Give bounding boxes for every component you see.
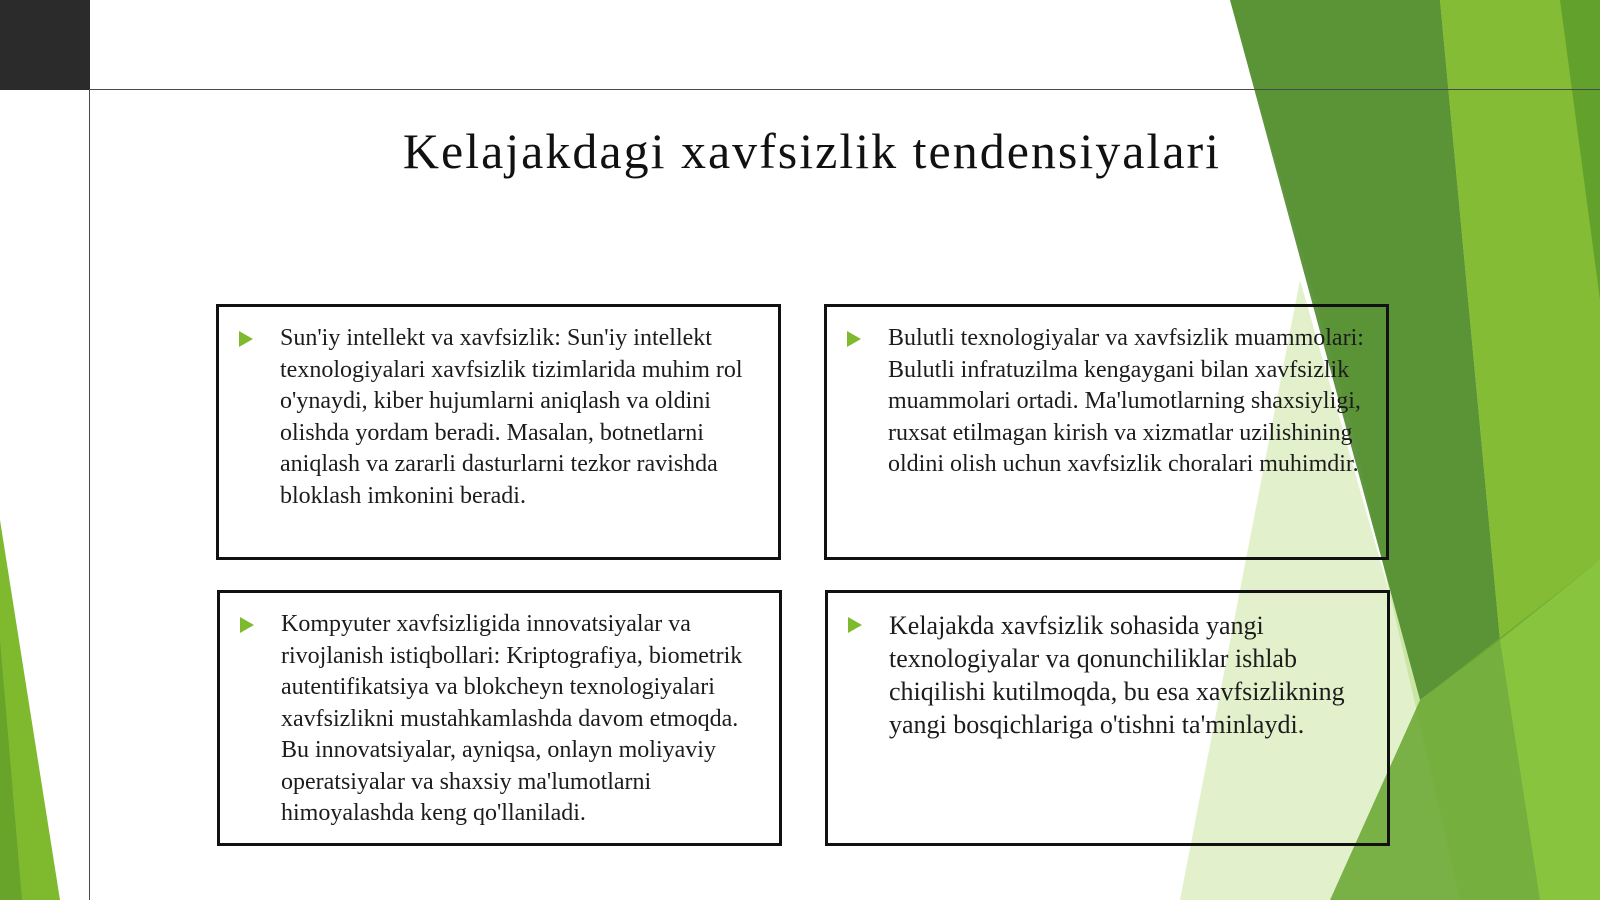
triangle-bullet-icon bbox=[239, 331, 253, 347]
triangle-bullet-icon bbox=[848, 617, 862, 633]
card-cloud-security bbox=[824, 304, 1389, 560]
header-divider bbox=[90, 89, 1600, 90]
card-text: Kelajakda xavfsizlik sohasida yangi texnologiyalar va qonunchiliklar ishlab chiqilishi kutilmoqda, bu esa xavfsizlikning yangi bosqichlariga o'tishni ta'minlaydi. bbox=[889, 611, 1345, 739]
card-ai-security bbox=[216, 304, 781, 560]
card-text: Sun'iy intellekt va xavfsizlik: Sun'iy intellekt texnologiyalari xavfsizlik tizimlarida muhim rol o'ynaydi, kiber hujumlarni aniqlash va oldini olishda yordam beradi. Masalan, botnetlarni aniqlash va zararli dasturlarni tezkor ravishda bloklash imkonini beradi. bbox=[280, 325, 743, 509]
card-innovations bbox=[217, 590, 782, 846]
corner-block bbox=[0, 0, 90, 90]
left-divider bbox=[89, 89, 90, 900]
card-text: Bulutli texnologiyalar va xavfsizlik muammolari: Bulutli infratuzilma kengaygani bilan xavfsizlik muammolari ortadi. Ma'lumotlarning shaxsiyligi, ruxsat etilmagan kirish va xizmatlar uzilishining oldini olish uchun xavfsizlik choralari muhimdir. bbox=[888, 325, 1364, 477]
card-future bbox=[825, 590, 1390, 846]
triangle-bullet-icon bbox=[240, 617, 254, 633]
triangle-bullet-icon bbox=[847, 331, 861, 347]
card-text: Kompyuter xavfsizligida innovatsiyalar va rivojlanish istiqbollari: Kriptografiya, biometrik autentifikatsiya va blokcheyn texnologiyalari xavfsizlikni mustahkamlashda davom etmoqda. Bu innovatsiyalar, ayniqsa, onlayn moliyaviy operatsiyalar va shaxsiy ma'lumotlarni himoyalashda keng qo'llaniladi. bbox=[281, 611, 743, 826]
slide-title: Kelajakdagi xavfsizlik tendensiyalari bbox=[402, 123, 1222, 179]
